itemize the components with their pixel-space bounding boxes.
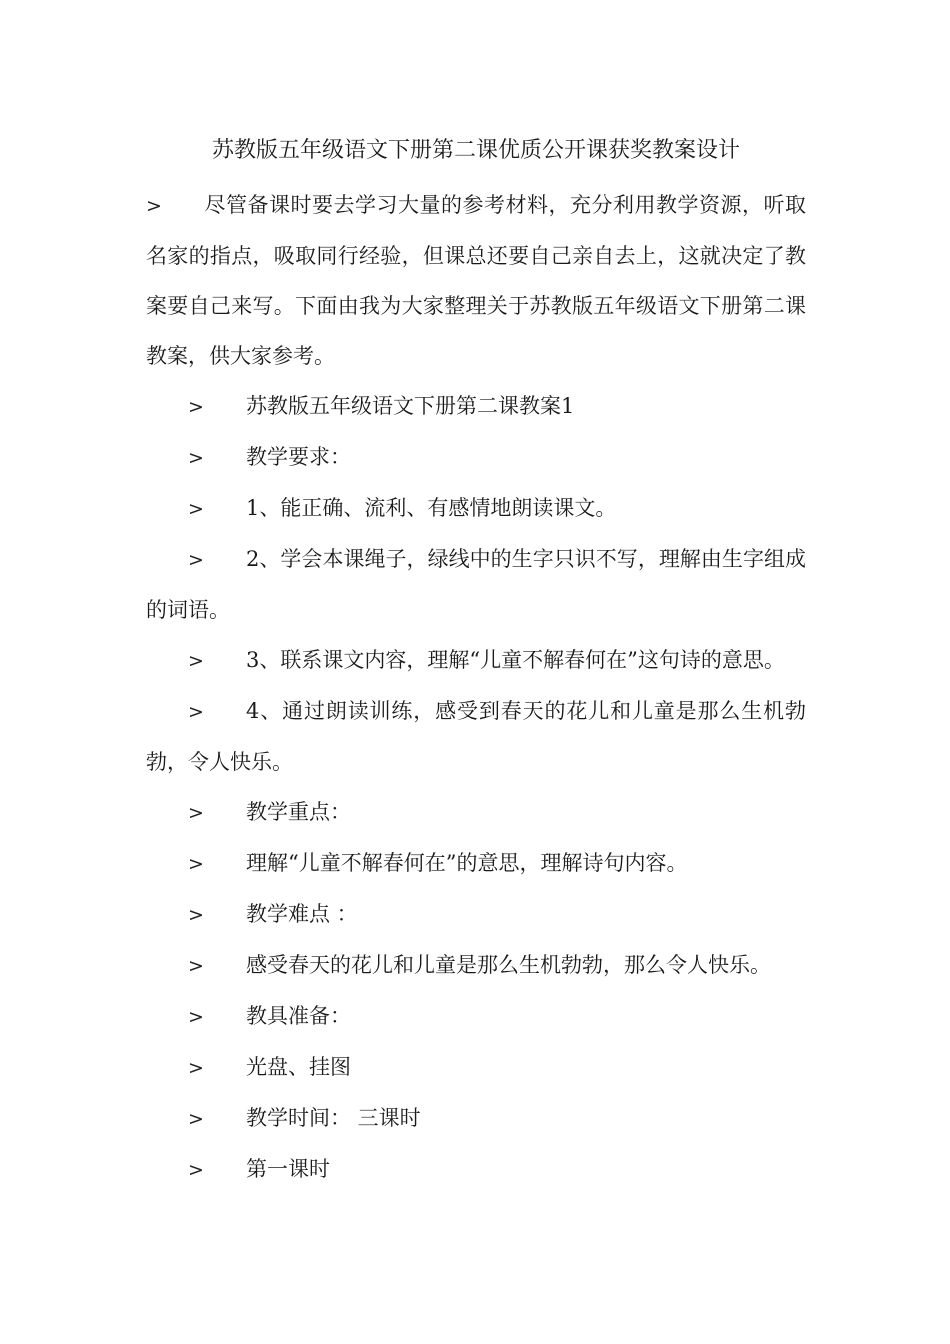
list-item	[146, 991, 806, 1042]
list-item	[146, 787, 806, 838]
list-item	[146, 889, 806, 940]
list-item	[146, 1144, 806, 1195]
list-item	[146, 686, 806, 787]
bullet-arrow-icon: >	[188, 701, 204, 723]
list-item	[146, 534, 806, 635]
list-item	[146, 940, 806, 991]
paragraph-text: 光盘、挂图	[246, 1055, 351, 1079]
bullet-arrow-icon: >	[188, 1006, 204, 1028]
bullet-arrow-icon: >	[188, 498, 204, 520]
paragraph-text: 教学难点 ：	[246, 902, 358, 926]
paragraph-text: 教学重点：	[246, 800, 351, 824]
bullet-arrow-icon: >	[188, 1159, 204, 1181]
bullet-arrow-icon: >	[188, 802, 204, 824]
paragraph-text: 感受春天的花儿和儿童是那么生机勃勃，那么令人快乐。	[246, 953, 771, 977]
bullet-arrow-icon: >	[188, 650, 204, 672]
bullet-arrow-icon: >	[188, 904, 204, 926]
list-item	[146, 432, 806, 483]
bullet-arrow-icon: >	[188, 853, 204, 875]
bullet-arrow-icon: >	[188, 396, 204, 418]
paragraph-text: 2、学会本课绳子，绿线中的生字只识不写，理解由生字组成的词语。	[146, 547, 806, 622]
paragraph-text: 3、联系课文内容，理解“儿童不解春何在”这句诗的意思。	[246, 648, 785, 672]
list-item	[146, 381, 806, 432]
bullet-arrow-icon: >	[188, 1108, 204, 1130]
document-body	[146, 180, 806, 1195]
list-item	[146, 1042, 806, 1093]
bullet-arrow-icon: >	[146, 195, 162, 217]
paragraph-text: 4、通过朗读训练，感受到春天的花儿和儿童是那么生机勃勃，令人快乐。	[146, 699, 806, 774]
bullet-arrow-icon: >	[188, 447, 204, 469]
paragraph-text: 1、能正确、流利、有感情地朗读课文。	[246, 496, 617, 520]
paragraph-text: 苏教版五年级语文下册第二课教案1	[246, 394, 575, 418]
bullet-arrow-icon: >	[188, 955, 204, 977]
paragraph-text: 教学时间： 三课时	[246, 1106, 421, 1130]
paragraph-text: 尽管备课时要去学习大量的参考材料，充分利用教学资源，听取名家的指点，吸取同行经验，但课总还要自己亲自去上，这就决定了教案要自己来写。下面由我为大家整理关于苏教版五年级语文下册第二课教案，供大家参考。	[146, 193, 806, 368]
list-item	[146, 483, 806, 534]
list-item	[146, 635, 806, 686]
paragraph-text: 教具准备：	[246, 1004, 351, 1028]
bullet-arrow-icon: >	[188, 1057, 204, 1079]
paragraph-text: 教学要求：	[246, 445, 351, 469]
list-item	[146, 1093, 806, 1144]
bullet-arrow-icon: >	[188, 549, 204, 571]
document-title: 苏教版五年级语文下册第二课优质公开课获奖教案设计	[211, 138, 740, 163]
list-item	[146, 838, 806, 889]
paragraph-text: 第一课时	[246, 1157, 330, 1181]
paragraph-text: 理解“儿童不解春何在”的意思，理解诗句内容。	[246, 851, 688, 875]
intro-paragraph	[146, 180, 806, 381]
